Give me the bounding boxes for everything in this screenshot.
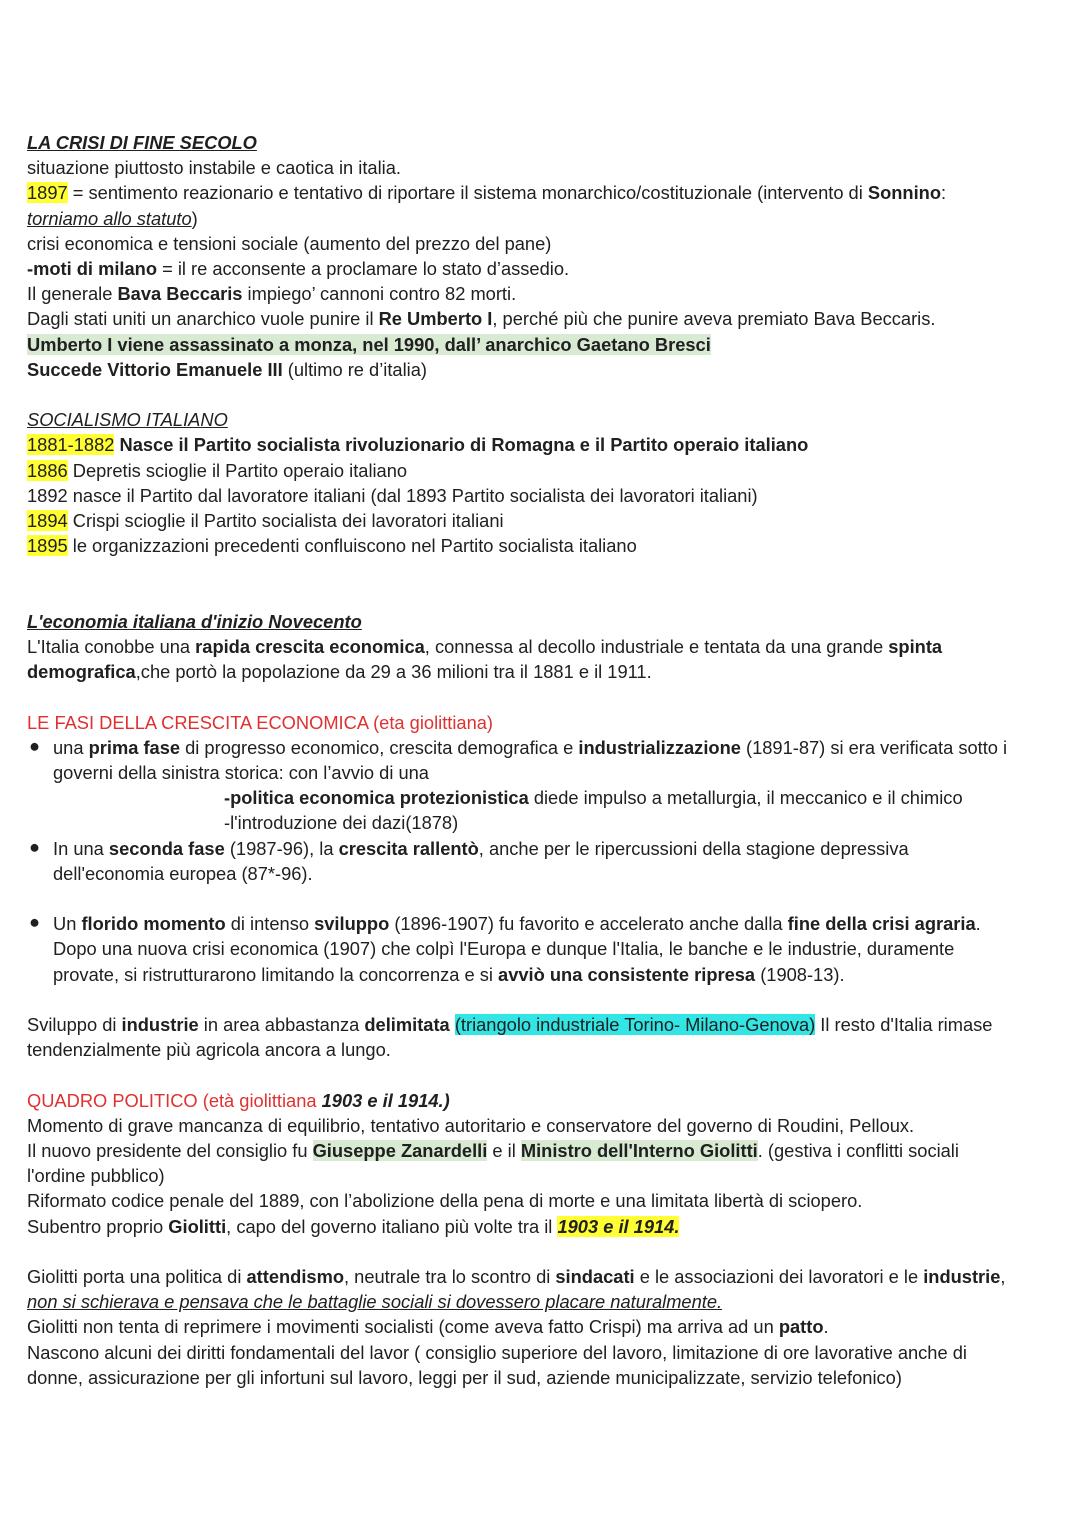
text-line: Il nuovo presidente del consiglio fu Giuseppe Zanardelli e il Ministro dell'Interno Giolitti. (gestiva i conflitti sociali <box>27 1140 959 1162</box>
document-page <box>27 130 1057 1390</box>
text-line: situazione piuttosto instabile e caotica in italia. <box>27 157 401 179</box>
section-title: LE FASI DELLA CRESCITA ECONOMICA (eta giolittiana) <box>27 711 493 733</box>
list-item: ● una prima fase di progresso economico, crescita demografica e industrializzazione (1891-87) si era verificata sotto i governi della sinistra storica: con l’avvio di una -politica economica protezionistica diede impulso a metallurgia, il meccanico e il chimico -l'introduzione dei dazi(1878) <box>27 735 1057 836</box>
list-item: ● Un florido momento di intenso sviluppo (1896-1907) fu favorito e accelerato anche dalla fine della crisi agraria. Dopo una nuova crisi economica (1907) che colpì l'Europa e dunque l'Italia, le banche e le industrie, duramente provate, si ristrutturarono limitando la concorrenza e si avviò una consistente ripresa (1908-13). <box>29 911 981 985</box>
section-title: QUADRO POLITICO (età giolittiana 1903 e il 1914.) <box>27 1089 450 1111</box>
section-crisi-fine-secolo <box>27 130 1057 382</box>
text-line: non si schierava e pensava che le battaglie sociali si dovessero placare naturalmente. <box>27 1291 723 1313</box>
section-quadro-politico <box>27 1088 1057 1239</box>
section-socialismo-italiano <box>27 407 1057 558</box>
section-giolitti-politica <box>27 1264 1057 1390</box>
highlight-green: Umberto I viene assassinato a monza, nel 1990, dall’ anarchico Gaetano Bresci <box>27 333 711 355</box>
highlight-year: 1881-1882 <box>27 434 115 456</box>
text-line: donne, assicurazione per gli infortuni sul lavoro, leggi per il sud, aziende municipalizzate, servizio telefonico) <box>27 1366 902 1388</box>
text-line: l'ordine pubblico) <box>27 1165 165 1187</box>
highlight-cyan: (triangolo industriale Torino- Milano-Genova) <box>454 1014 816 1036</box>
text-line <box>27 332 1057 357</box>
text-line: Giolitti non tenta di reprimere i movimenti socialisti (come aveva fatto Crispi) ma arriva ad un patto. <box>27 1316 829 1338</box>
text-line: Momento di grave mancanza di equilibrio, tentativo autoritario e conservatore del governo di Roudini, Pelloux. <box>27 1114 915 1136</box>
highlight-year: 1886 <box>27 459 68 481</box>
text-line: Subentro proprio Giolitti, capo del governo italiano più volte tra il 1903 e il 1914. <box>27 1215 680 1237</box>
section-title: L'economia italiana d'inizio Novecento <box>27 610 362 632</box>
text-line: crisi economica e tensioni sociale (aumento del prezzo del pane) <box>27 232 552 254</box>
sub-item: -l'introduzione dei dazi(1878) <box>224 812 459 834</box>
highlight-year: 1894 <box>27 510 68 532</box>
text-line: Il generale Bava Beccaris impiego’ cannoni contro 82 morti. <box>27 283 517 305</box>
timeline-row: 1895 le organizzazioni precedenti confluiscono nel Partito socialista italiano <box>27 535 637 557</box>
section-sviluppo-industrie <box>27 1012 1057 1062</box>
text-line: 1897 = sentimento reazionario e tentativo di riportare il sistema monarchico/costituzionale (intervento di Sonnino: <box>27 182 947 204</box>
text-line: tendenzialmente più agricola ancora a lungo. <box>27 1039 391 1061</box>
timeline-row: 1892 nasce il Partito dal lavoratore italiani (dal 1893 Partito socialista dei lavoratori italiani) <box>27 484 758 506</box>
highlight-year: 1895 <box>27 535 68 557</box>
timeline-row: 1894 Crispi scioglie il Partito socialista dei lavoratori italiani <box>27 510 504 532</box>
phase-list <box>27 735 1057 987</box>
bullet-icon: ● <box>29 911 41 933</box>
highlight-year: 1903 e il 1914. <box>557 1215 680 1237</box>
text-line: Nascono alcuni dei diritti fondamentali del lavor ( consiglio superiore del lavoro, limitazione di ore lavorative anche di <box>27 1341 967 1363</box>
highlight-green: Giuseppe Zanardelli <box>312 1140 488 1162</box>
timeline-row: 1881-1882 Nasce il Partito socialista rivoluzionario di Romagna e il Partito operaio italiano <box>27 434 809 456</box>
list-item: ● In una seconda fase (1987-96), la crescita rallentò, anche per le ripercussioni della stagione depressiva dell'economia europea (87*-96). <box>29 835 909 884</box>
section-fasi-crescita <box>27 710 1057 987</box>
section-economia-italiana <box>27 609 1057 685</box>
text-line: Riformato codice penale del 1889, con l’abolizione della pena di morte e una limitata libertà di sciopero. <box>27 1190 863 1212</box>
section-title: SOCIALISMO ITALIANO <box>27 409 228 431</box>
bullet-icon: ● <box>29 734 41 756</box>
text-line: torniamo allo statuto) <box>27 207 198 229</box>
text-line: L'Italia conobbe una rapida crescita economica, connessa al decollo industriale e tentata da una grande spinta <box>27 636 943 658</box>
highlight-year: 1897 <box>27 182 68 204</box>
sub-item: -politica economica protezionistica diede impulso a metallurgia, il meccanico e il chimico <box>224 787 963 809</box>
text-line: -moti di milano = il re acconsente a proclamare lo stato d’assedio. <box>27 258 570 280</box>
timeline-row: 1886 Depretis scioglie il Partito operaio italiano <box>27 459 408 481</box>
text-line: Sviluppo di industrie in area abbastanza delimitata (triangolo industriale Torino- Milano-Genova) Il resto d'Italia rimase <box>27 1014 993 1036</box>
text-line: demografica,che portò la popolazione da 29 a 36 milioni tra il 1881 e il 1911. <box>27 661 652 683</box>
bullet-icon: ● <box>29 835 41 857</box>
text-line: Dagli stati uniti un anarchico vuole punire il Re Umberto I, perché più che punire aveva premiato Bava Beccaris. <box>27 308 936 330</box>
section-title: LA CRISI DI FINE SECOLO <box>27 132 257 153</box>
highlight-green: Ministro dell'Interno Giolitti <box>520 1140 758 1162</box>
text-line: Giolitti porta una politica di attendismo, neutrale tra lo scontro di sindacati e le associazioni dei lavoratori e le industrie, <box>27 1266 1006 1288</box>
text-line: Succede Vittorio Emanuele III (ultimo re d’italia) <box>27 358 427 380</box>
